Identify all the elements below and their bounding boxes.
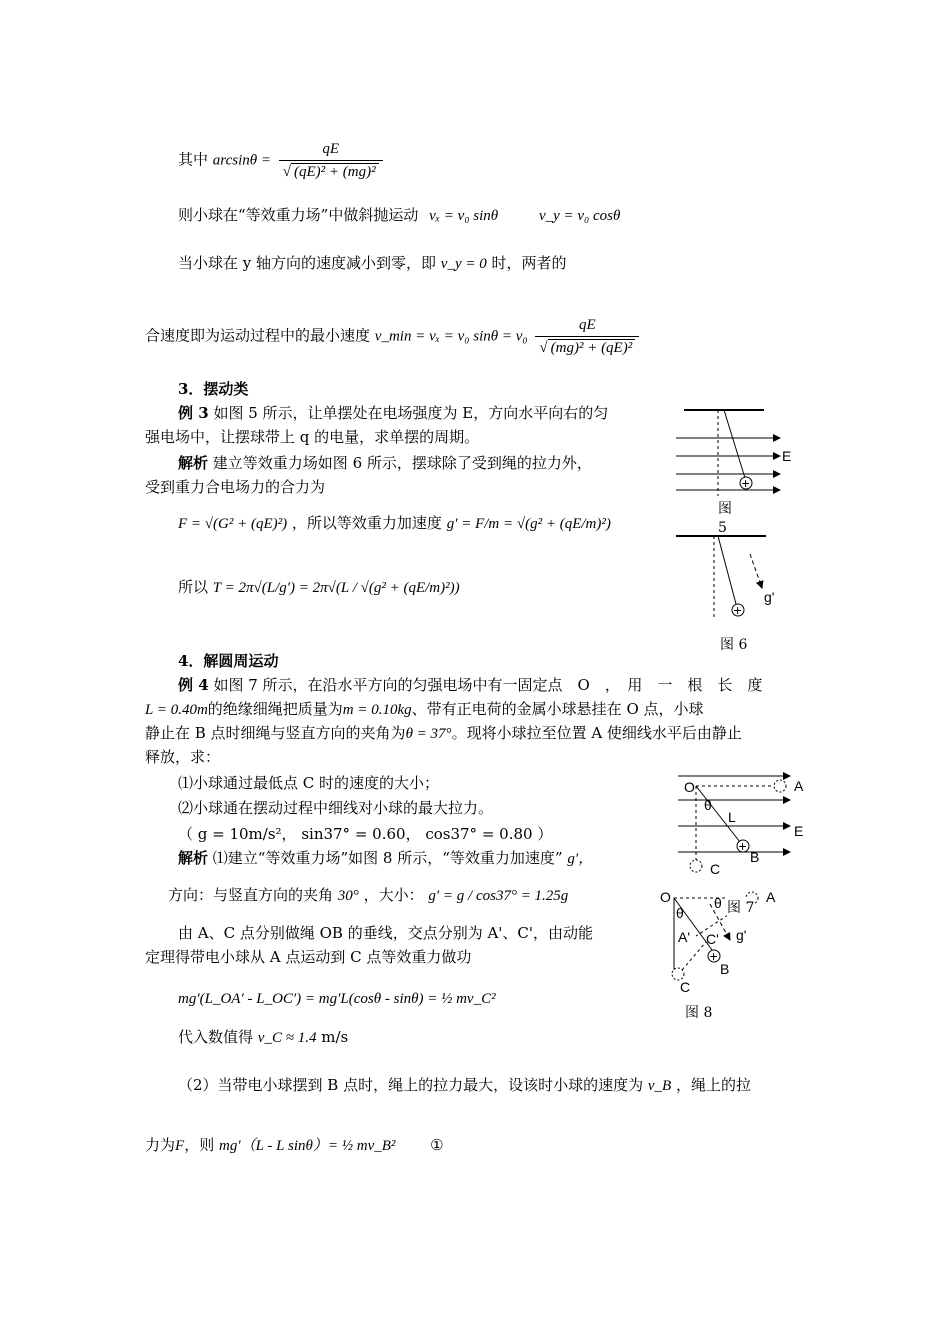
text: 所以 — [178, 578, 209, 596]
denominator: √ (qE)² + (mg)² — [279, 161, 383, 183]
g-arrow — [750, 554, 762, 588]
numerator: qE — [279, 138, 383, 161]
analysis-label: 解析 — [178, 454, 209, 472]
text-line — [145, 314, 642, 359]
ball-position-c — [690, 860, 702, 872]
figure-7-caption: 图 7 — [727, 897, 754, 919]
text-line — [178, 402, 608, 424]
text-line — [178, 1026, 348, 1049]
point-o-label: O — [684, 779, 695, 795]
text-line — [145, 1134, 444, 1157]
formula: m = 0.10kg — [342, 702, 412, 718]
denominator: √ (mg)² + (qE)² — [535, 337, 639, 359]
text-line: 定理得带电小球从 A 点运动到 C 点等效重力做功 — [145, 948, 472, 966]
text-line — [178, 847, 593, 870]
formula: F = √(G² + (qE)²) — [178, 516, 288, 532]
text-line: ⑵小球通在摆动过程中细线对小球的最大拉力。 — [178, 799, 494, 817]
text-line — [145, 722, 742, 745]
figure-6-caption: 图 6 — [720, 637, 748, 653]
text: ，大小： — [363, 886, 424, 904]
point-c-label: C — [680, 979, 691, 995]
figure-8-caption: 图 8 — [685, 1005, 713, 1021]
charge-sign: + — [738, 838, 747, 854]
fraction — [279, 138, 383, 183]
field-label: E — [794, 823, 804, 839]
field-label: E — [782, 448, 792, 464]
angle-label: θ — [676, 905, 684, 921]
text: 方向：与竖直方向的夹角 — [168, 886, 334, 904]
g-label: g' — [736, 927, 747, 943]
fraction — [535, 314, 639, 359]
string — [724, 410, 745, 478]
unit: m/s — [321, 1028, 349, 1046]
formula: g′ = F/m = √(g² + (qE/m)²) — [446, 516, 611, 532]
formula: 30° — [337, 888, 359, 904]
figure-7 — [674, 770, 824, 890]
figure-5-caption: 图 5 — [718, 501, 732, 536]
formula: v_y = v₀ cosθ — [538, 208, 621, 224]
formula: v_min = vₓ = v₀ sinθ = v₀ — [374, 328, 528, 345]
charge-sign: + — [733, 602, 742, 618]
formula: v_y = 0 — [440, 256, 487, 272]
text-line: 强电场中，让摆球带上 q 的电量，求单摆的周期。 — [145, 428, 480, 446]
text-line — [178, 252, 567, 275]
text: 的绝缘细绳把质量为 — [207, 700, 343, 718]
numerator: qE — [535, 314, 639, 337]
text: ⑴建立“等效重力场”如图 8 所示，“等效重力加速度” — [212, 849, 563, 867]
point-c-label: C — [710, 861, 721, 877]
text: ，所以等效重力加速度 — [291, 514, 442, 532]
text: 时，两者的 — [491, 254, 567, 272]
formula-line: mg′(L_OA′ - L_OC′) = mg′L(cosθ - sinθ) = ½ mv_C² — [178, 991, 496, 1007]
text-line — [178, 512, 611, 535]
formula: g′， — [567, 851, 594, 867]
text: 如图 7 所示，在沿水平方向的匀强电场中有一固定点 O ， 用 一 根 长 度 — [213, 676, 763, 694]
point-b-label: B — [720, 961, 730, 977]
text: 、带有正电荷的金属小球悬挂在 O 点，小球 — [411, 700, 704, 718]
text: ，则 — [184, 1136, 215, 1154]
text: 其中 — [178, 150, 209, 169]
text-line — [178, 204, 620, 227]
text: 力为 — [145, 1136, 176, 1154]
formula: θ = 37° — [405, 726, 452, 742]
equation-number: ① — [430, 1136, 444, 1154]
text-line — [178, 674, 762, 696]
text-line — [178, 576, 460, 599]
analysis-label: 解析 — [178, 849, 209, 867]
text: 建立等效重力场如图 6 所示，摆球除了受到绳的拉力外， — [212, 454, 592, 472]
text: 静止在 B 点时细绳与竖直方向的夹角为 — [145, 724, 406, 742]
figure-6 — [670, 528, 780, 628]
point-o-label: O — [660, 889, 671, 905]
text-line: 由 A、C 点分别做绳 OB 的垂线，交点分别为 A'、C'，由动能 — [178, 924, 594, 942]
perpendicular-c — [682, 942, 706, 970]
point-a-prime-label: A' — [678, 929, 691, 945]
charge-sign: + — [741, 475, 750, 491]
formula: v_B — [647, 1078, 672, 1094]
figure-5 — [670, 404, 810, 514]
formula: L = 0.40m — [145, 702, 208, 718]
text: 代入数值得 — [178, 1028, 254, 1046]
text: 。现将小球拉至位置 A 使细线水平后由静止 — [451, 724, 742, 742]
section-heading: 3．摆动类 — [178, 380, 249, 398]
point-a-label: A — [766, 889, 776, 905]
text: 如图 5 所示，让单摆处在电场强度为 E，方向水平向右的匀 — [213, 404, 609, 422]
text-line: ⑴小球通过最低点 C 时的速度的大小； — [178, 774, 440, 792]
text-line — [178, 1074, 751, 1097]
point-a-label: A — [794, 778, 804, 794]
formula: vₓ = v₀ sinθ — [429, 208, 499, 224]
text: 当小球在 y 轴方向的速度减小到零，即 — [178, 254, 437, 272]
ball-position-a — [774, 780, 786, 792]
text-line: 受到重力合电场力的合力为 — [145, 478, 326, 496]
text-line — [168, 884, 568, 907]
radicand: (mg)² + (qE)² — [548, 339, 636, 356]
text-line — [178, 138, 386, 183]
formula: F — [175, 1138, 185, 1154]
radicand: (qE)² + (mg)² — [291, 163, 379, 180]
point-c-prime-label: C' — [706, 931, 719, 947]
formula: g′ = g / cos37° = 1.25g — [428, 888, 569, 904]
g-label: g' — [764, 589, 775, 605]
formula: mg′（L - L sinθ）= ½ mv_B² — [218, 1138, 396, 1154]
formula: T = 2π√(L/g′) = 2π√(L / √(g² + (qE/m)²)) — [212, 580, 460, 596]
text: （2）当带电小球摆到 B 点时，绳上的拉力最大，设该时小球的速度为 — [178, 1076, 644, 1094]
text: 则小球在“等效重力场”中做斜抛运动 — [178, 206, 419, 224]
formula: arcsinθ = — [212, 152, 271, 169]
example-label: 例 4 — [178, 676, 209, 694]
length-label: L — [728, 809, 736, 825]
angle-label: θ — [714, 895, 722, 911]
text: 合速度即为运动过程中的最小速度 — [145, 326, 371, 345]
point-b-label: B — [750, 849, 760, 865]
example-label: 例 3 — [178, 404, 209, 422]
text-line — [178, 452, 592, 474]
angle-label: θ — [704, 797, 712, 813]
text-line: 释放，求： — [145, 748, 221, 766]
text-line: （ g = 10m/s²， sin37° = 0.60， cos37° = 0.80 ） — [178, 825, 553, 843]
string — [718, 536, 736, 604]
section-heading: 4．解圆周运动 — [178, 652, 279, 670]
text-line — [145, 698, 704, 721]
formula: v_C ≈ 1.4 — [257, 1030, 317, 1046]
text: ，绳上的拉 — [676, 1076, 752, 1094]
charge-sign: + — [709, 948, 718, 964]
